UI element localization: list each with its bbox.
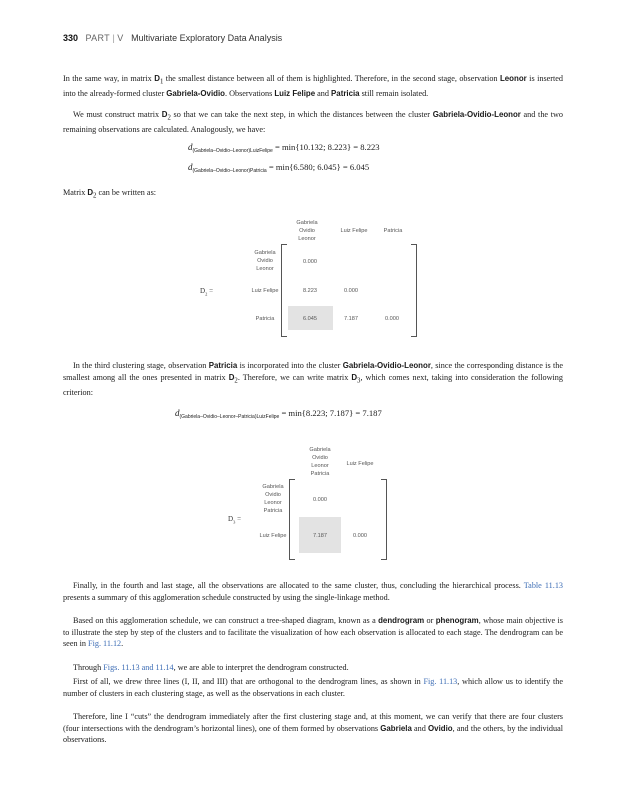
matrix-d3-cell: 0.000 <box>353 533 367 539</box>
part-number: V <box>117 33 124 43</box>
equation-luiz-felipe: $d_{(Gabriela-Ovidio-Leonor)LuizFelipe} = \min\{10.132$; 8.223} = 8.223 <box>188 142 380 154</box>
paragraph-stage-three: In the third clustering stage, observation Patricia is incorporated into the cluster Gabriela-Ovidio-Leonor, since the corresponding distance is the smallest among all the ones presented in matrix $D_2$. Therefore, we can write matrix $D_3$, which comes next, taking into consideration the following criterion: <box>63 361 563 398</box>
paragraph-interpret: Through Figs. 11.13 and 11.14, we are able to interpret the dendrogram constructed. <box>73 663 349 672</box>
figure-link[interactable]: Fig. 11.13 <box>423 677 458 686</box>
matrix-d2-left-bracket <box>281 244 287 337</box>
paragraph-dendrogram: Based on this agglomeration schedule, we can construct a tree-shaped diagram, known as a dendrogram or phenogram, whose main objective is to illustrate the step by step of the clusters and to facilitate the visualization of how each observation is allocated to each stage. The dendrogram can be seen in Fig. 11.12. <box>63 616 563 649</box>
matrix-d2-row-header: Luiz Felipe <box>251 288 279 294</box>
matrix-d3-cell: 7.187 <box>313 533 327 539</box>
header-separator: | <box>112 33 115 43</box>
paragraph-matrix-intro: Matrix $D_2$ can be written as: <box>63 188 157 200</box>
equation-stage-three: $d_{(Gabriela-Ovidio-Leonor-Patricia)LuizFelipe} = \min\{8.223$; 7.187} = 7.187 <box>175 408 382 420</box>
figure-link[interactable]: Fig. 11.12 <box>88 639 122 649</box>
paragraph-line-one: Therefore, line I “cuts” the dendrogram immediately after the first clustering stage and, at this moment, we can verify that there are four clusters (four intersections with the dendrogram’s horizontal lines), one of them formed by observations Gabriela and Ovidio, and the others, by the individual observations. <box>63 712 563 745</box>
matrix-d3-col-header: Gabriela Ovidio Leonor Patricia <box>309 447 331 477</box>
matrix-d2-col-header: Luiz Felipe <box>340 228 368 234</box>
matrix-d3-right-bracket <box>381 479 387 560</box>
paragraph-stage-four: Finally, in the fourth and last stage, all the observations are allocated to the same cluster, thus, concluding the hierarchical process. Table 11.13 presents a summary of this agglomeration schedule constructed by using the single-linkage method. <box>63 581 564 602</box>
matrix-d3-row-header: Gabriela Ovidio Leonor Patricia <box>262 484 284 514</box>
matrix-d2-col-header: Gabriela Ovidio Leonor <box>296 220 318 242</box>
matrix-d3-col-header: Luiz Felipe <box>346 461 374 467</box>
matrix-d3-label: $D_3$ = <box>228 515 242 525</box>
matrix-d3-row-header: Luiz Felipe <box>259 533 287 539</box>
paragraph-lines: First of all, we drew three lines (I, II, and III) that are orthogonal to the dendrogram lines, as shown in Fig. 11.13, which allow us to identify the number of clusters in each clustering stage, as well as the observations in each cluster. <box>63 677 563 698</box>
matrix-d2-cell: 7.187 <box>344 316 358 322</box>
running-header <box>63 33 282 43</box>
figures-link[interactable]: Figs. 11.13 and 11.14 <box>103 663 174 672</box>
matrix-d2-cell: 8.223 <box>303 288 317 294</box>
matrix-d2-col-header: Patricia <box>383 228 403 234</box>
matrix-d2-label: $D_2$ = <box>200 287 214 297</box>
paragraph-matrix-d2: We must construct matrix $D_2$ so that we can take the next step, in which the distances between the cluster Gabriela-Ovidio-Leonor and the two remaining observations are calculated. Analogously, we have: <box>63 110 564 135</box>
matrix-d3-left-bracket <box>289 479 295 560</box>
matrix-d2-cell: 0.000 <box>303 259 317 265</box>
matrix-d2-cell: 0.000 <box>344 288 358 294</box>
running-title: Multivariate Exploratory Data Analysis <box>131 33 283 43</box>
paragraph-stage-two: In the same way, in matrix $D_1$ the smallest distance between all of them is highlighted. Therefore, in the second stage, observation Leonor is inserted into the already-formed cluster Gabriela-Ovidio. Observations Luiz Felipe and Patricia still remain isolated. <box>63 74 563 99</box>
matrix-d2-right-bracket <box>411 244 417 337</box>
matrix-d2-cell: 0.000 <box>385 316 399 322</box>
equation-patricia: $d_{(Gabriela-Ovidio-Leonor)Patricia} = \min\{6.580$; 6.045} = 6.045 <box>188 162 370 174</box>
matrix-d2-row-header: Gabriela Ovidio Leonor <box>254 250 276 272</box>
matrix-d3-cell: 0.000 <box>313 497 327 503</box>
matrix-d2-row-header: Patricia <box>255 316 275 322</box>
matrix-d2-cell: 6.045 <box>303 316 317 322</box>
table-link[interactable]: Table 11.13 <box>523 581 564 590</box>
page-number: 330 <box>63 33 79 43</box>
part-label: PART <box>85 33 110 43</box>
